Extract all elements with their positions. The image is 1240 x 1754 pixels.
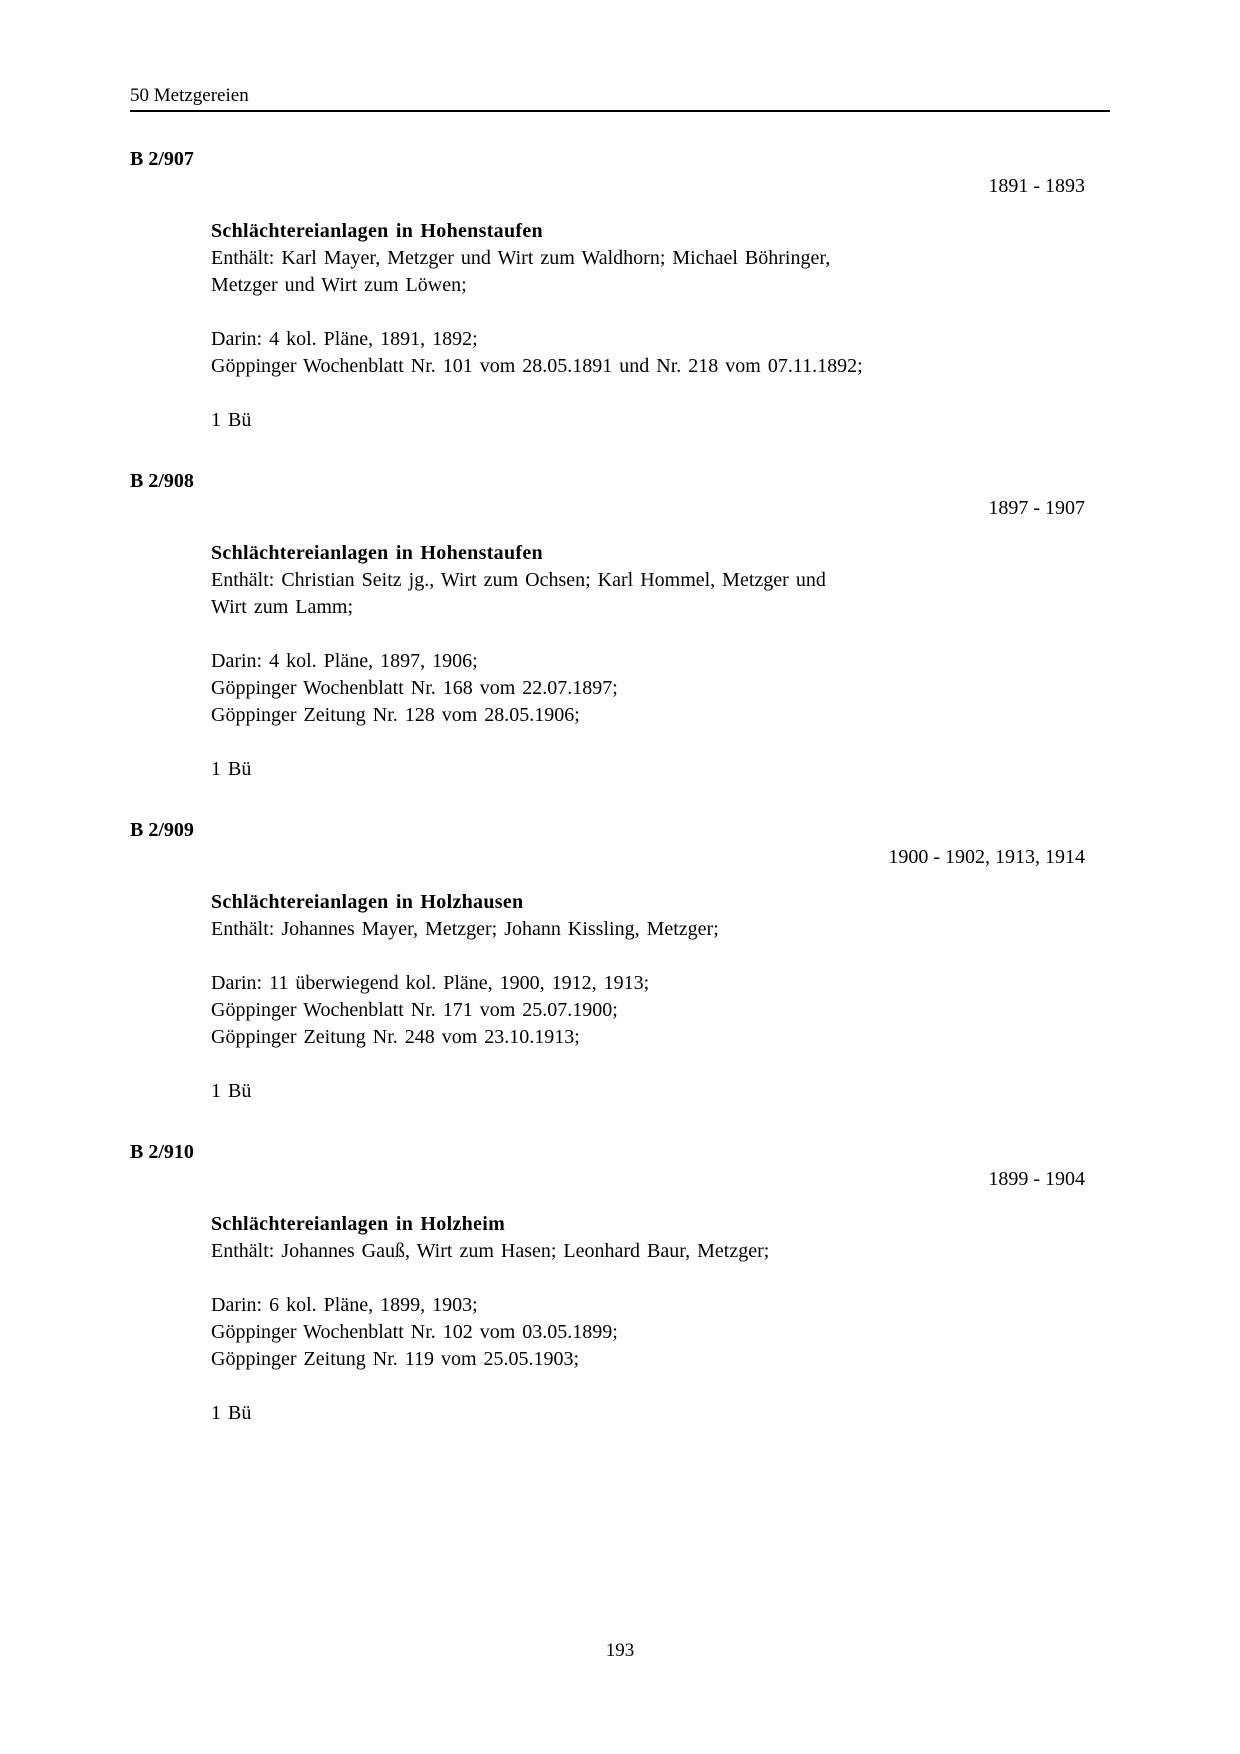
paragraph-gap [211, 1373, 971, 1400]
entry-contains-line: Enthält: Karl Mayer, Metzger und Wirt zum Waldhorn; Michael Böhringer, [211, 247, 831, 269]
entry-contains-line: Wirt zum Lamm; [211, 596, 354, 618]
entry-date-range: 1897 - 1907 [988, 497, 1085, 519]
entry-darin-line: Göppinger Zeitung Nr. 119 vom 25.05.1903; [211, 1348, 580, 1370]
entry-darin-line: Göppinger Wochenblatt Nr. 168 vom 22.07.1897; [211, 677, 618, 699]
entry-contains-line: Enthält: Christian Seitz jg., Wirt zum Ochsen; Karl Hommel, Metzger und [211, 569, 826, 591]
paragraph-gap [211, 380, 971, 407]
entry-id: B 2/910 [130, 1141, 194, 1163]
archive-entry [130, 1139, 1110, 1427]
entry-darin-line: Darin: 11 überwiegend kol. Pläne, 1900, 1912, 1913; [211, 972, 650, 994]
archive-entry [130, 146, 1110, 434]
entry-date-range: 1899 - 1904 [988, 1168, 1085, 1190]
entry-contains-line: Enthält: Johannes Mayer, Metzger; Johann Kissling, Metzger; [211, 918, 719, 940]
entry-darin-line: Göppinger Wochenblatt Nr. 171 vom 25.07.1900; [211, 999, 618, 1021]
entry-id: B 2/908 [130, 470, 194, 492]
paragraph-gap [211, 1051, 971, 1078]
entry-contains-line: Metzger und Wirt zum Löwen; [211, 274, 467, 296]
entry-body [211, 218, 971, 434]
entry-extent: 1 Bü [211, 1080, 252, 1102]
entry-darin-line: Göppinger Wochenblatt Nr. 102 vom 03.05.1899; [211, 1321, 618, 1343]
entry-extent: 1 Bü [211, 1402, 252, 1424]
paragraph-gap [211, 621, 971, 648]
archive-entry [130, 817, 1110, 1105]
entry-darin-line: Göppinger Wochenblatt Nr. 101 vom 28.05.1891 und Nr. 218 vom 07.11.1892; [211, 355, 863, 377]
entry-body [211, 889, 971, 1105]
entry-body [211, 540, 971, 783]
entry-extent: 1 Bü [211, 758, 252, 780]
entry-darin-line: Darin: 6 kol. Pläne, 1899, 1903; [211, 1294, 478, 1316]
entry-title: Schlächtereianlagen in Holzheim [211, 1213, 506, 1235]
entry-extent: 1 Bü [211, 409, 252, 431]
archive-entry [130, 468, 1110, 783]
entry-darin-line: Göppinger Zeitung Nr. 128 vom 28.05.1906; [211, 704, 580, 726]
entry-title: Schlächtereianlagen in Hohenstaufen [211, 220, 543, 242]
entry-date-range: 1900 - 1902, 1913, 1914 [888, 846, 1085, 868]
paragraph-gap [211, 943, 971, 970]
header-rule [130, 110, 1110, 112]
entry-contains-line: Enthält: Johannes Gauß, Wirt zum Hasen; Leonhard Baur, Metzger; [211, 1240, 770, 1262]
entry-title: Schlächtereianlagen in Holzhausen [211, 891, 524, 913]
entry-id: B 2/907 [130, 148, 194, 170]
entry-body [211, 1211, 971, 1427]
entry-date-range: 1891 - 1893 [988, 175, 1085, 197]
entry-title: Schlächtereianlagen in Hohenstaufen [211, 542, 543, 564]
entry-darin-line: Göppinger Zeitung Nr. 248 vom 23.10.1913; [211, 1026, 580, 1048]
entry-id: B 2/909 [130, 819, 194, 841]
entry-darin-line: Darin: 4 kol. Pläne, 1891, 1892; [211, 328, 478, 350]
paragraph-gap [211, 729, 971, 756]
paragraph-gap [211, 1265, 971, 1292]
entry-darin-line: Darin: 4 kol. Pläne, 1897, 1906; [211, 650, 478, 672]
paragraph-gap [211, 299, 971, 326]
page-number: 193 [605, 1640, 635, 1661]
running-header: 50 Metzgereien [130, 85, 249, 106]
